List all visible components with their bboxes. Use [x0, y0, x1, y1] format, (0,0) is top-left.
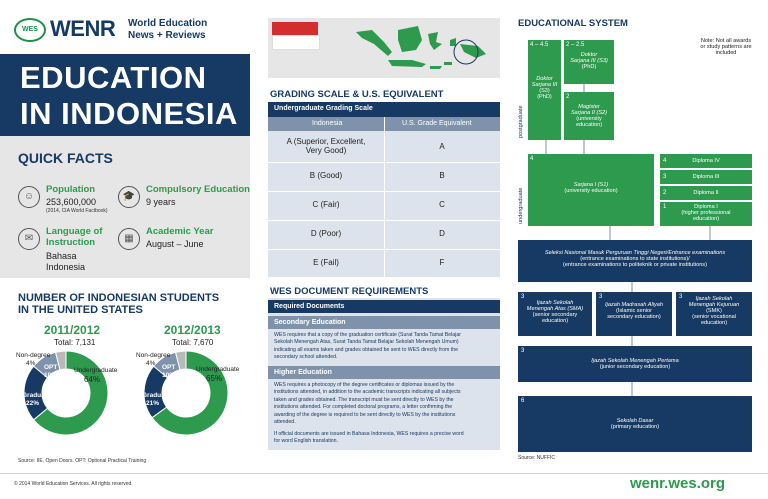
grade-row-e-indonesia: E (Fail)	[313, 258, 339, 267]
page-title-line-1: EDUCATION	[20, 60, 207, 95]
educational-system-source: Source: NUFFIC	[518, 455, 555, 461]
grade-row-a-indonesia: A (Superior, Excellent, Very Good)	[286, 137, 366, 155]
translation-note-text: If official documents are issued in Bahasa Indonesia, WES requires a precise word for word English translation.	[274, 431, 464, 445]
chart1-nondegree-label: Non-degree	[16, 352, 51, 359]
chart1-opt-label: OPT	[44, 364, 58, 371]
grade-row-e-us: F	[439, 258, 445, 267]
doktor-s3-box-2: 2 – 2.5 Doktor Sarjana III (S3) (PhD)	[564, 40, 614, 84]
grade-row-d-us: D	[439, 229, 445, 238]
quick-facts-title: QUICK FACTS	[18, 150, 113, 166]
grade-row-b-indonesia: B (Good)	[309, 171, 343, 180]
graduation-cap-icon: 🎓	[118, 186, 140, 208]
grade-row-divider	[268, 162, 500, 163]
chart2-nondegree-value: 4%	[146, 360, 156, 367]
grading-table-title: Undergraduate Grading Scale	[274, 105, 373, 112]
higher-education-label: Higher Education	[274, 369, 332, 376]
wes-logo-badge: WES	[14, 18, 46, 42]
entrance-exam-box: Seleksi Nasional Masuk Perguruan Tinggi Negeri/Entrance examinations (entrance examinations to state institutions)/ (entrance examinations to politeknik or private institutions)	[518, 240, 752, 282]
chart2-opt-label: OPT	[162, 364, 176, 371]
diploma-i-box: 1 Diploma I (higher professional education)	[660, 202, 752, 226]
grade-row-a-us: A	[439, 142, 445, 151]
wenr-wordmark: WENR	[50, 16, 116, 41]
chart2-undergrad-value: 65%	[206, 374, 223, 383]
indonesia-map-icon	[352, 22, 492, 74]
chart2-graduate-label: Graduate	[142, 392, 171, 399]
students-title-line-1: NUMBER OF INDONESIAN STUDENTS	[18, 292, 220, 304]
chart1-undergrad-value: 64%	[84, 375, 101, 384]
grading-section-title: GRADING SCALE & U.S. EQUIVALENT	[270, 89, 444, 100]
smp-box: 3 Ijazah Sekolah Menengah Pertama (junior secondary education)	[518, 346, 752, 382]
diploma-iv-box: 4 Diploma IV	[660, 154, 752, 168]
grade-row-d-indonesia: D (Poor)	[310, 229, 342, 238]
people-icon: ☺	[18, 186, 40, 208]
grade-row-divider	[268, 191, 500, 192]
diploma-ii-box: 2 Diploma II	[660, 186, 752, 200]
chart2-nondegree-label: Non-degree	[136, 352, 171, 359]
footer-divider	[0, 473, 768, 474]
grade-row-divider	[268, 249, 500, 250]
madrasah-aliyah-box: 3 Ijazah Madrasah Aliyah (Islamic senior secondary education)	[596, 292, 672, 336]
educational-system-title: EDUCATIONAL SYSTEM	[518, 18, 628, 29]
higher-education-text: WES requires a photocopy of the degree certificates or diplomas issued by the institutions attended, in addition to the academic transcripts indicating all subjects taken and grades obtained. The transcript must be sent directly to WES by the institutions attended. For completed doctoral programs, a letter confirming the awarding of the degree is required to be sent directly to WES by the institutions attended.	[274, 382, 461, 426]
wenr-subtitle-2: News + Reviews	[128, 30, 206, 41]
indonesia-flag-white	[272, 35, 320, 50]
chart2-graduate-value: 21%	[146, 400, 160, 407]
chart1-undergrad-label: Undergraduate	[74, 367, 118, 374]
language-label-2: Instruction	[46, 237, 96, 248]
academic-label: Academic Year	[146, 226, 214, 237]
educational-system-note: Note: Not all awards or study patterns are included	[700, 38, 752, 56]
sekolah-dasar-box: 6 Sekolah Dasar (primary education)	[518, 396, 752, 452]
compulsory-label: Compulsory Education	[146, 184, 250, 195]
wes-requirements-title: WES DOCUMENT REQUIREMENTS	[270, 286, 429, 297]
page-title-line-2: IN INDONESIA	[20, 96, 238, 131]
grade-row-b-us: B	[439, 171, 445, 180]
population-label: Population	[46, 184, 96, 195]
secondary-education-text: WES requires that a copy of the graduation certificate (Surat Tanda Tamat Belajar Sekolah Menengah Atas, Surat Tanda Tamat Belajar Sekolah Menengah Umum) indicating all exams taken and grades obtained be sent to WES directly from the secondary school attended.	[274, 332, 461, 361]
diploma-iii-box: 3 Diploma III	[660, 170, 752, 184]
col-us-equivalent: U.S. Grade Equivalent	[402, 120, 472, 127]
indonesia-flag-red	[272, 22, 318, 35]
population-note: (2014, CIA World Factbook)	[46, 208, 108, 214]
academic-value: August – June	[146, 239, 204, 249]
undergraduate-label: undergraduate	[518, 187, 524, 224]
magister-s2-box: 2 Magister Sarjana II (S2) (university education)	[564, 92, 614, 140]
wenr-subtitle-1: World Education	[128, 18, 208, 29]
chart1-nondegree-value: 4%	[26, 360, 36, 367]
chart1-title: 2011/2012	[44, 323, 101, 337]
chart1-graduate-value: 22%	[26, 400, 40, 407]
language-value-1: Bahasa	[46, 251, 77, 261]
students-title-line-2: IN THE UNITED STATES	[18, 304, 143, 316]
grade-row-c-us: C	[439, 200, 445, 209]
population-value: 253,600,000	[46, 197, 97, 207]
secondary-education-label: Secondary Education	[274, 319, 346, 326]
postgraduate-label: postgraduate	[518, 105, 524, 138]
chart2-undergrad-label: Undergraduate	[196, 366, 240, 373]
required-documents-label: Required Documents	[274, 303, 345, 310]
chart1-subtitle: Total: 7,131	[54, 338, 96, 347]
chart1-opt-value: 10%	[44, 372, 58, 379]
chart1-graduate-label: Graduate	[22, 392, 51, 399]
site-url[interactable]: wenr.wes.org	[630, 475, 726, 492]
language-label-1: Language of	[46, 226, 103, 237]
speech-bubble-icon: ✉	[18, 228, 40, 250]
language-value-2: Indonesia	[46, 262, 86, 272]
copyright-text: © 2014 World Education Services. All rights reserved.	[14, 481, 133, 487]
doktor-s3-box-1: 4 – 4.5 Doktor Sarjana III (S3) (PhD)	[528, 40, 561, 140]
compulsory-value: 9 years	[146, 197, 176, 207]
chart2-subtitle: Total: 7,670	[172, 338, 214, 347]
sma-box: 3 Ijazah Sekolah Menengah Atas (SMA) (senior secondary education)	[518, 292, 592, 336]
smk-box: 3 Ijazah Sekolah Menengah Kejuruan (SMK) (senior vocational education)	[676, 292, 752, 336]
col-indonesia: Indonesia	[312, 120, 343, 127]
chart2-title: 2012/2013	[164, 323, 221, 337]
sarjana-s1-box: 4 Sarjana I (S1) (university education)	[528, 154, 654, 226]
grade-row-divider	[268, 220, 500, 221]
grade-row-c-indonesia: C (Fair)	[312, 200, 340, 209]
grading-column-divider	[384, 117, 385, 277]
chart2-opt-value: 10%	[162, 372, 176, 379]
students-source: Source: IIE, Open Doors. OPT: Optional Practical Training	[18, 458, 147, 464]
calendar-icon: ▦	[118, 228, 140, 250]
